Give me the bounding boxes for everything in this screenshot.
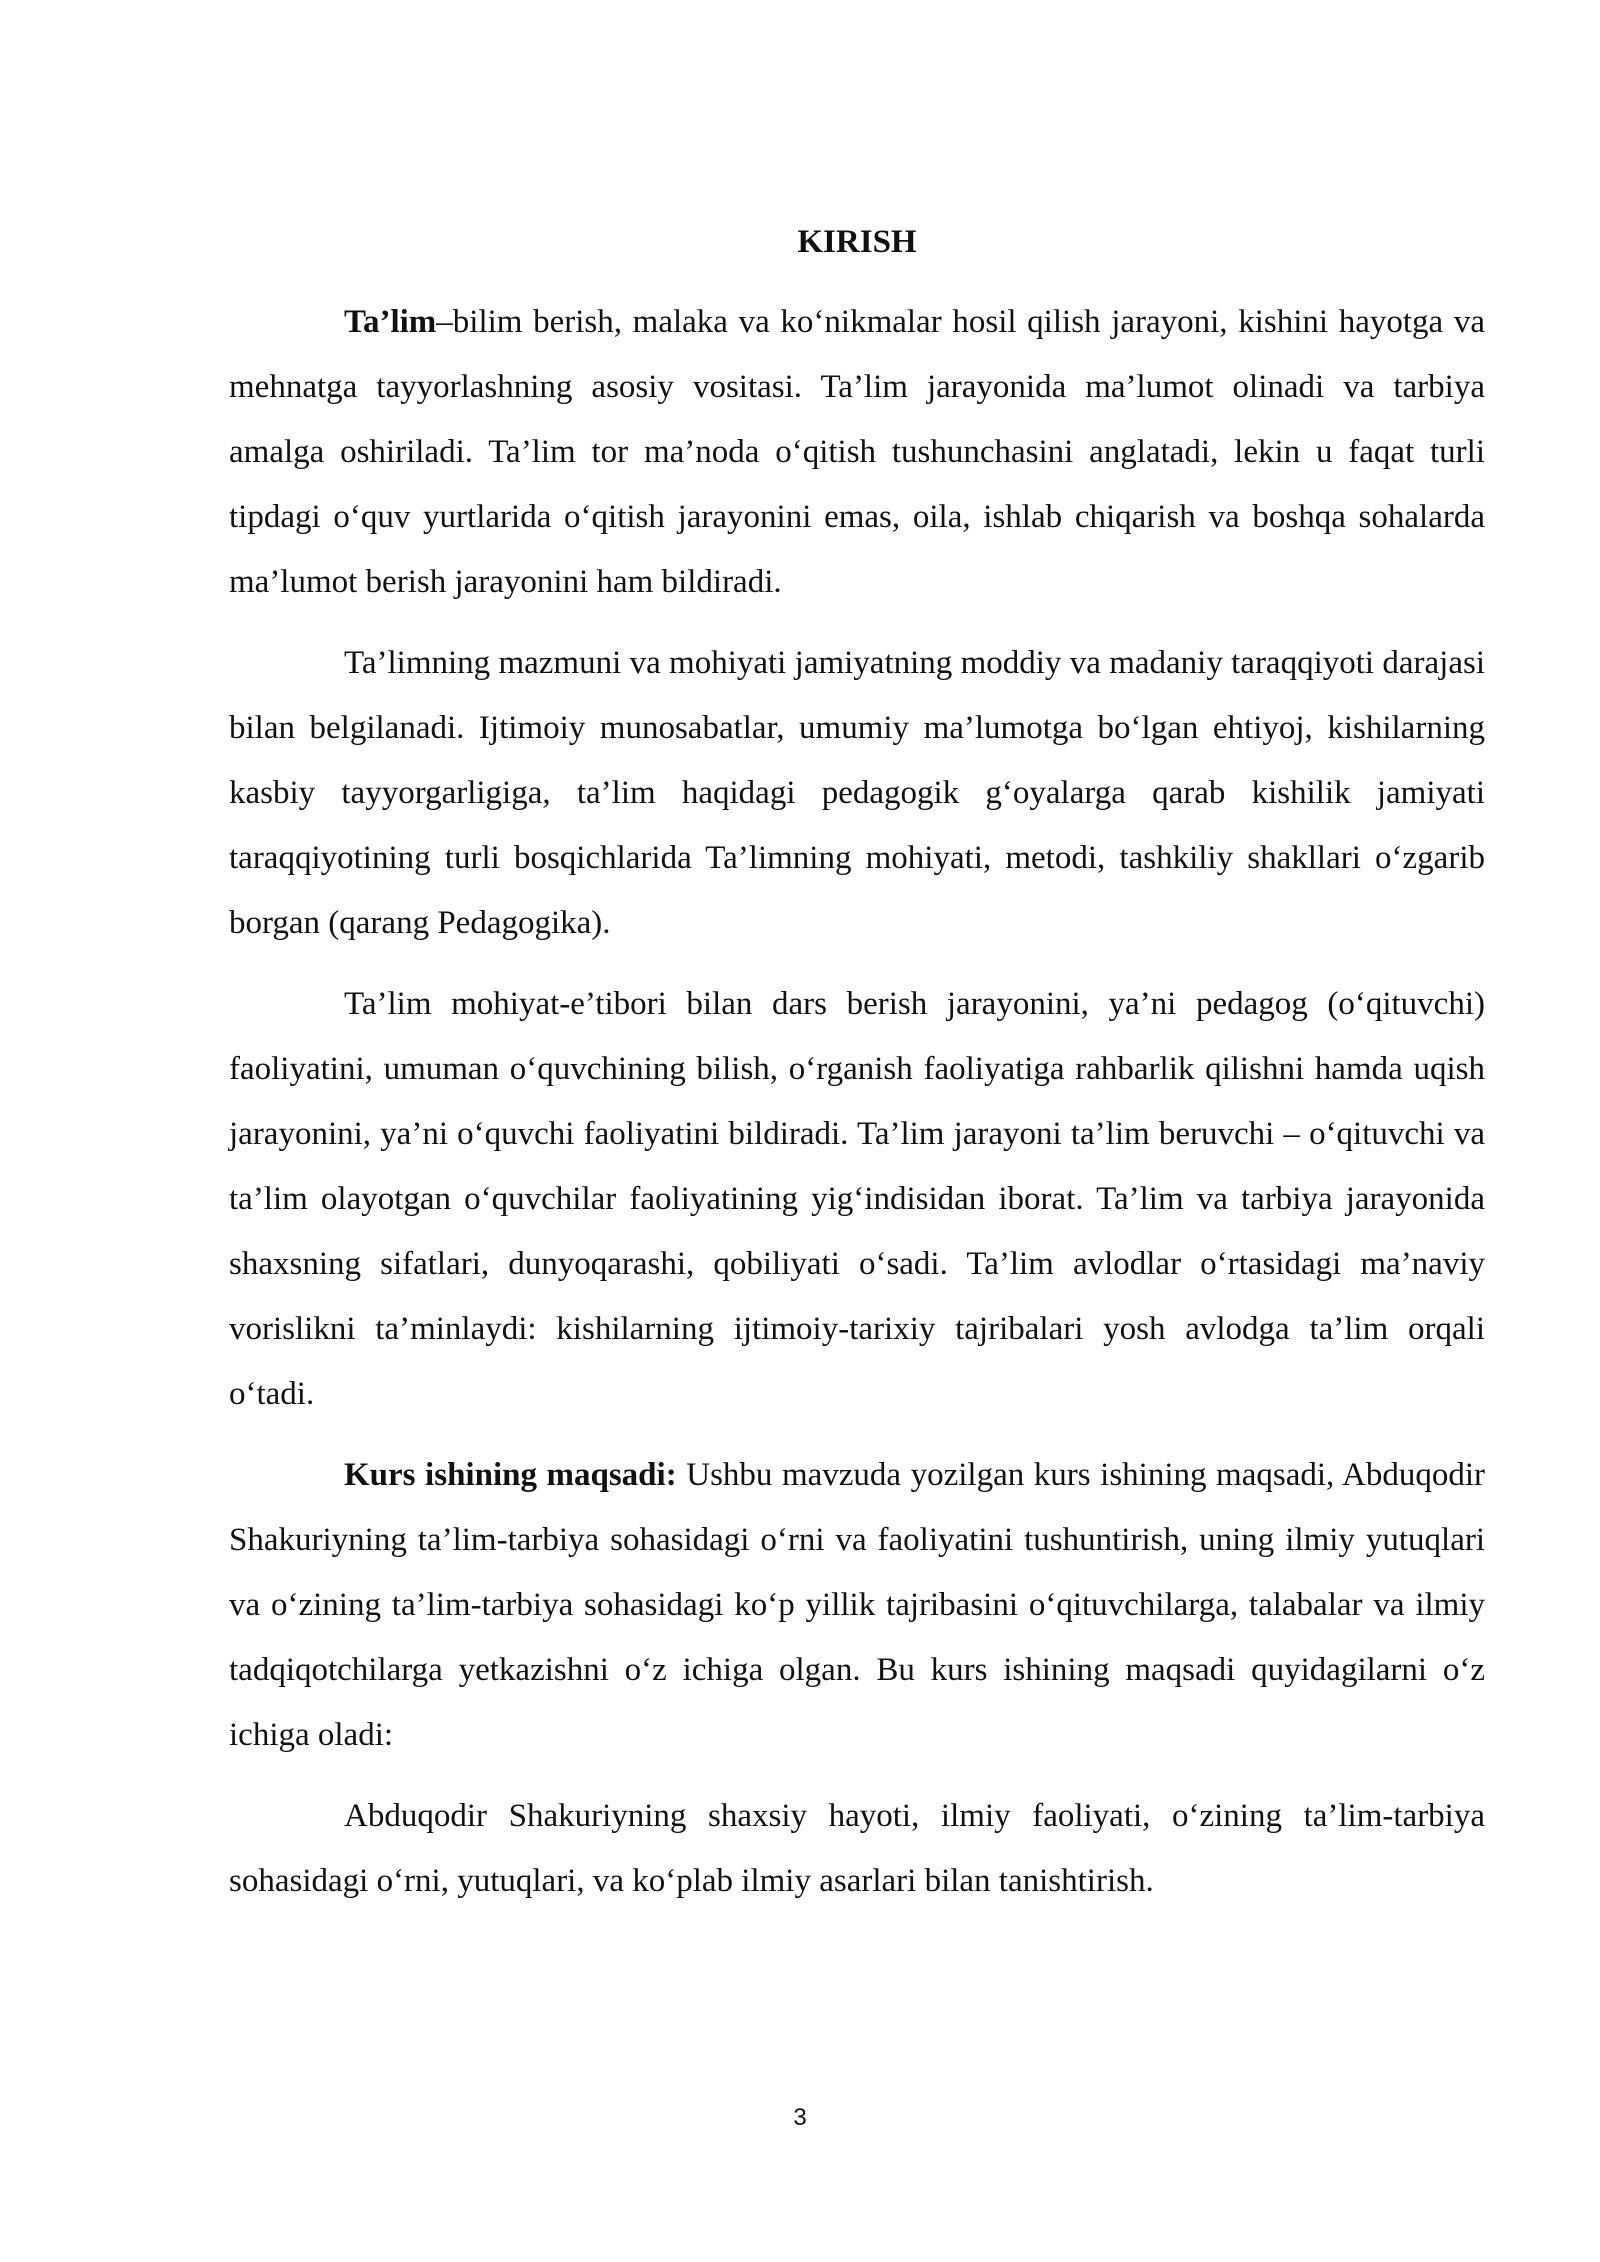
page-number: 3 [793, 2104, 807, 2131]
paragraph-talim-definition [229, 290, 1485, 615]
paragraph-text: Abduqodir Shakuriyning shaxsiy hayoti, ilmiy faoliyati, o‘zining ta’lim-tarbiya sohasidagi o‘rni, yutuqlari, va ko‘plab ilmiy asarlari bilan tanishtirish. [229, 1798, 1485, 1899]
paragraph-text: –bilim berish, malaka va ko‘nikmalar hosil qilish jarayoni, kishini hayotga va mehnatga tayyorlashning asosiy vositasi. Ta’lim jarayonida ma’lumot olinadi va tarbiya amalga oshiriladi. Ta’lim tor ma’noda o‘qitish tushunchasini anglatadi, lekin u faqat turli tipdagi o‘quv yurtlarida o‘qitish jarayonini emas, oila, ishlab chiqarish va boshqa sohalarda ma’lumot berish jarayonini ham bildiradi. [229, 304, 1485, 600]
paragraph-course-goal [229, 1443, 1485, 1768]
section-title: KIRISH [797, 224, 917, 260]
page-content [229, 218, 1485, 1930]
paragraph-lead-bold: Ta’lim [344, 304, 437, 340]
paragraph-text: Ta’lim mohiyat-e’tibori bilan dars berish jarayonini, ya’ni pedagog (o‘qituvchi) faoliyatini, umuman o‘quvchining bilish, o‘rganish faoliyatiga rahbarlik qilishni hamda uqish jarayonini, ya’ni o‘quvchi faoliyatini bildiradi. Ta’lim jarayoni ta’lim beruvchi – o‘qituvchi va ta’lim olayotgan o‘quvchilar faoliyatining yig‘indisidan iborat. Ta’lim va tarbiya jarayonida shaxsning sifatlari, dunyoqarashi, qobiliyati o‘sadi. Ta’lim avlodlar o‘rtasidagi ma’naviy vorislikni ta’minlaydi: kishilarning ijtimoiy-tarixiy tajribalari yosh avlodga ta’lim orqali o‘tadi. [229, 986, 1485, 1412]
paragraph-goal-item [229, 1784, 1485, 1914]
paragraph-talim-content [229, 631, 1485, 956]
paragraph-lead-bold: Kurs ishining maqsadi: [344, 1457, 677, 1493]
paragraph-talim-essence [229, 972, 1485, 1427]
paragraph-text: Ta’limning mazmuni va mohiyati jamiyatning moddiy va madaniy taraqqiyoti darajasi bilan belgilanadi. Ijtimoiy munosabatlar, umumiy ma’lumotga bo‘lgan ehtiyoj, kishilarning kasbiy tayyorgarligiga, ta’lim haqidagi pedagogik g‘oyalarga qarab kishilik jamiyati taraqqiyotining turli bosqichlarida Ta’limning mohiyati, metodi, tashkiliy shakllari o‘zgarib borgan (qarang Pedagogika). [229, 645, 1485, 941]
paragraph-text: Ushbu mavzuda yozilgan kurs ishining maqsadi, Abduqodir Shakuriyning ta’lim-tarbiya sohasidagi o‘rni va faoliyatini tushuntirish, uning ilmiy yutuqlari va o‘zining ta’lim-tarbiya sohasidagi ko‘p yillik tajribasini o‘qituvchilarga, talabalar va ilmiy tadqiqotchilarga yetkazishni o‘z ichiga olgan. Bu kurs ishining maqsadi quyidagilarni o‘z ichiga oladi: [229, 1457, 1485, 1753]
